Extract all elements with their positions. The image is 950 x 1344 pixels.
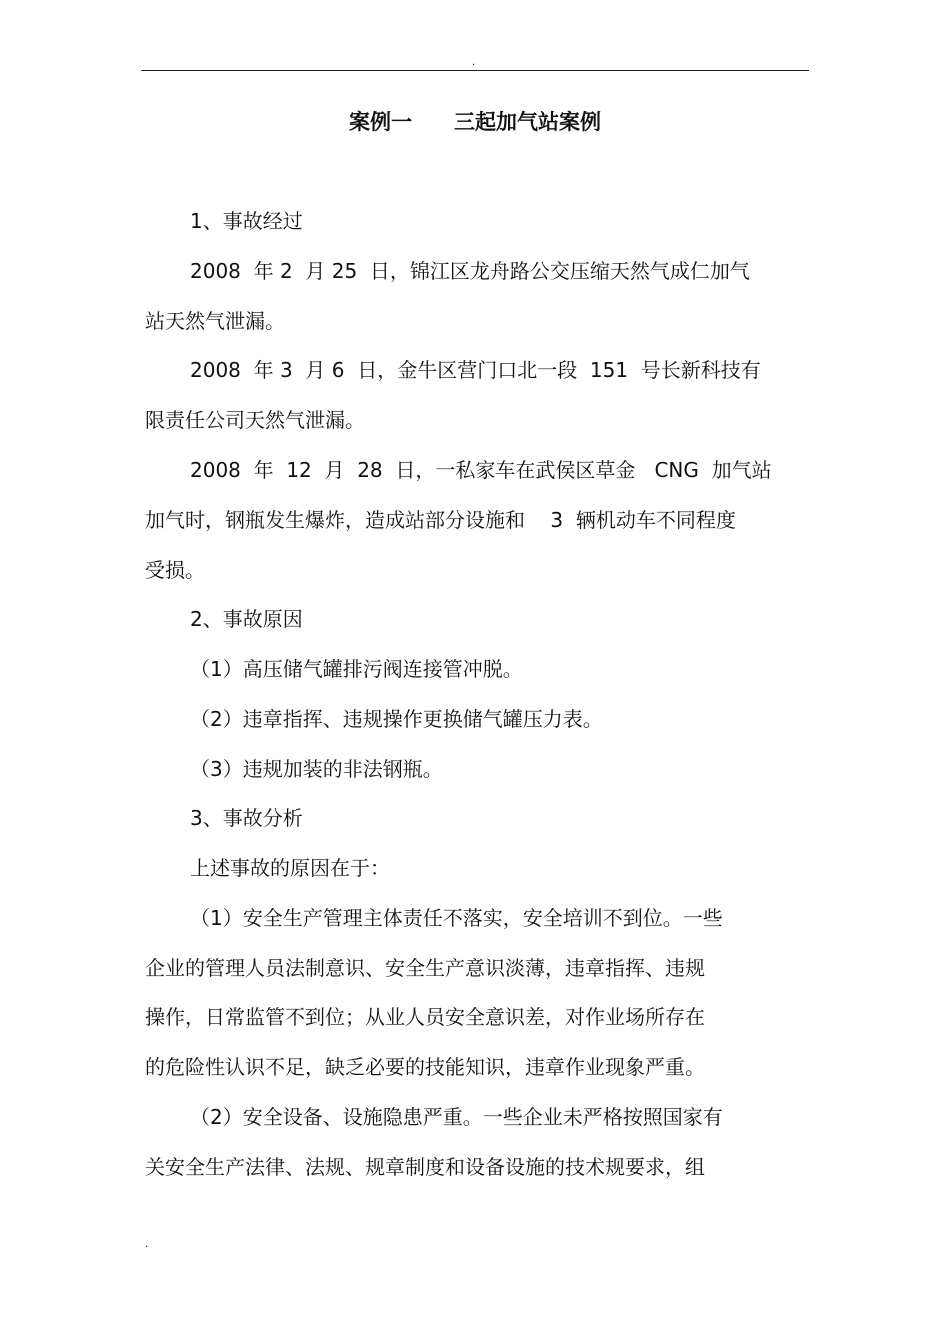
paragraph-line: 上述事故的原因在于： [190,856,390,880]
list-item: （2）违章指挥、违规操作更换储气罐压力表。 [190,707,603,731]
paragraph-line: 限责任公司天然气泄漏。 [145,408,365,432]
header-rule [141,70,809,71]
section-heading-3: 3、事故分析 [190,806,303,830]
paragraph-line: 的危险性认识不足，缺乏必要的技能知识，违章作业现象严重。 [145,1055,705,1079]
paragraph-line: 2008 年 3 月 6 日，金牛区营门口北一段 151 号长新科技有 [190,358,761,382]
paragraph-line: 2008 年 2 月 25 日，锦江区龙舟路公交压缩天然气成仁加气 [190,259,750,283]
paragraph-line: 2008 年 12 月 28 日，一私家车在武侯区草金 CNG 加气站 [190,458,772,482]
list-item: （3）违规加装的非法钢瓶。 [190,757,443,781]
section-heading-2: 2、事故原因 [190,607,303,631]
paragraph-line: 关安全生产法律、法规、规章制度和设备设施的技术规要求，组 [145,1155,705,1179]
paragraph-line: （2）安全设备、设施隐患严重。一些企业未严格按照国家有 [190,1105,723,1129]
section-heading-1: 1、事故经过 [190,209,303,233]
footer-mark: . [145,1239,149,1250]
paragraph-line: 受损。 [145,558,205,582]
paragraph-line: （1）安全生产管理主体责任不落实，安全培训不到位。一些 [190,906,723,930]
paragraph-line: 操作，日常监管不到位；从业人员安全意识差，对作业场所存在 [145,1005,705,1029]
paragraph-line: 站天然气泄漏。 [145,309,285,333]
paragraph-line: 企业的管理人员法制意识、安全生产意识淡薄，违章指挥、违规 [145,956,705,980]
document-title: 案例一 三起加气站案例 [349,110,601,134]
paragraph-line: 加气时，钢瓶发生爆炸，造成站部分设施和 3 辆机动车不同程度 [145,508,736,532]
list-item: （1）高压储气罐排污阀连接管冲脱。 [190,657,523,681]
header-mark: . [472,57,476,68]
